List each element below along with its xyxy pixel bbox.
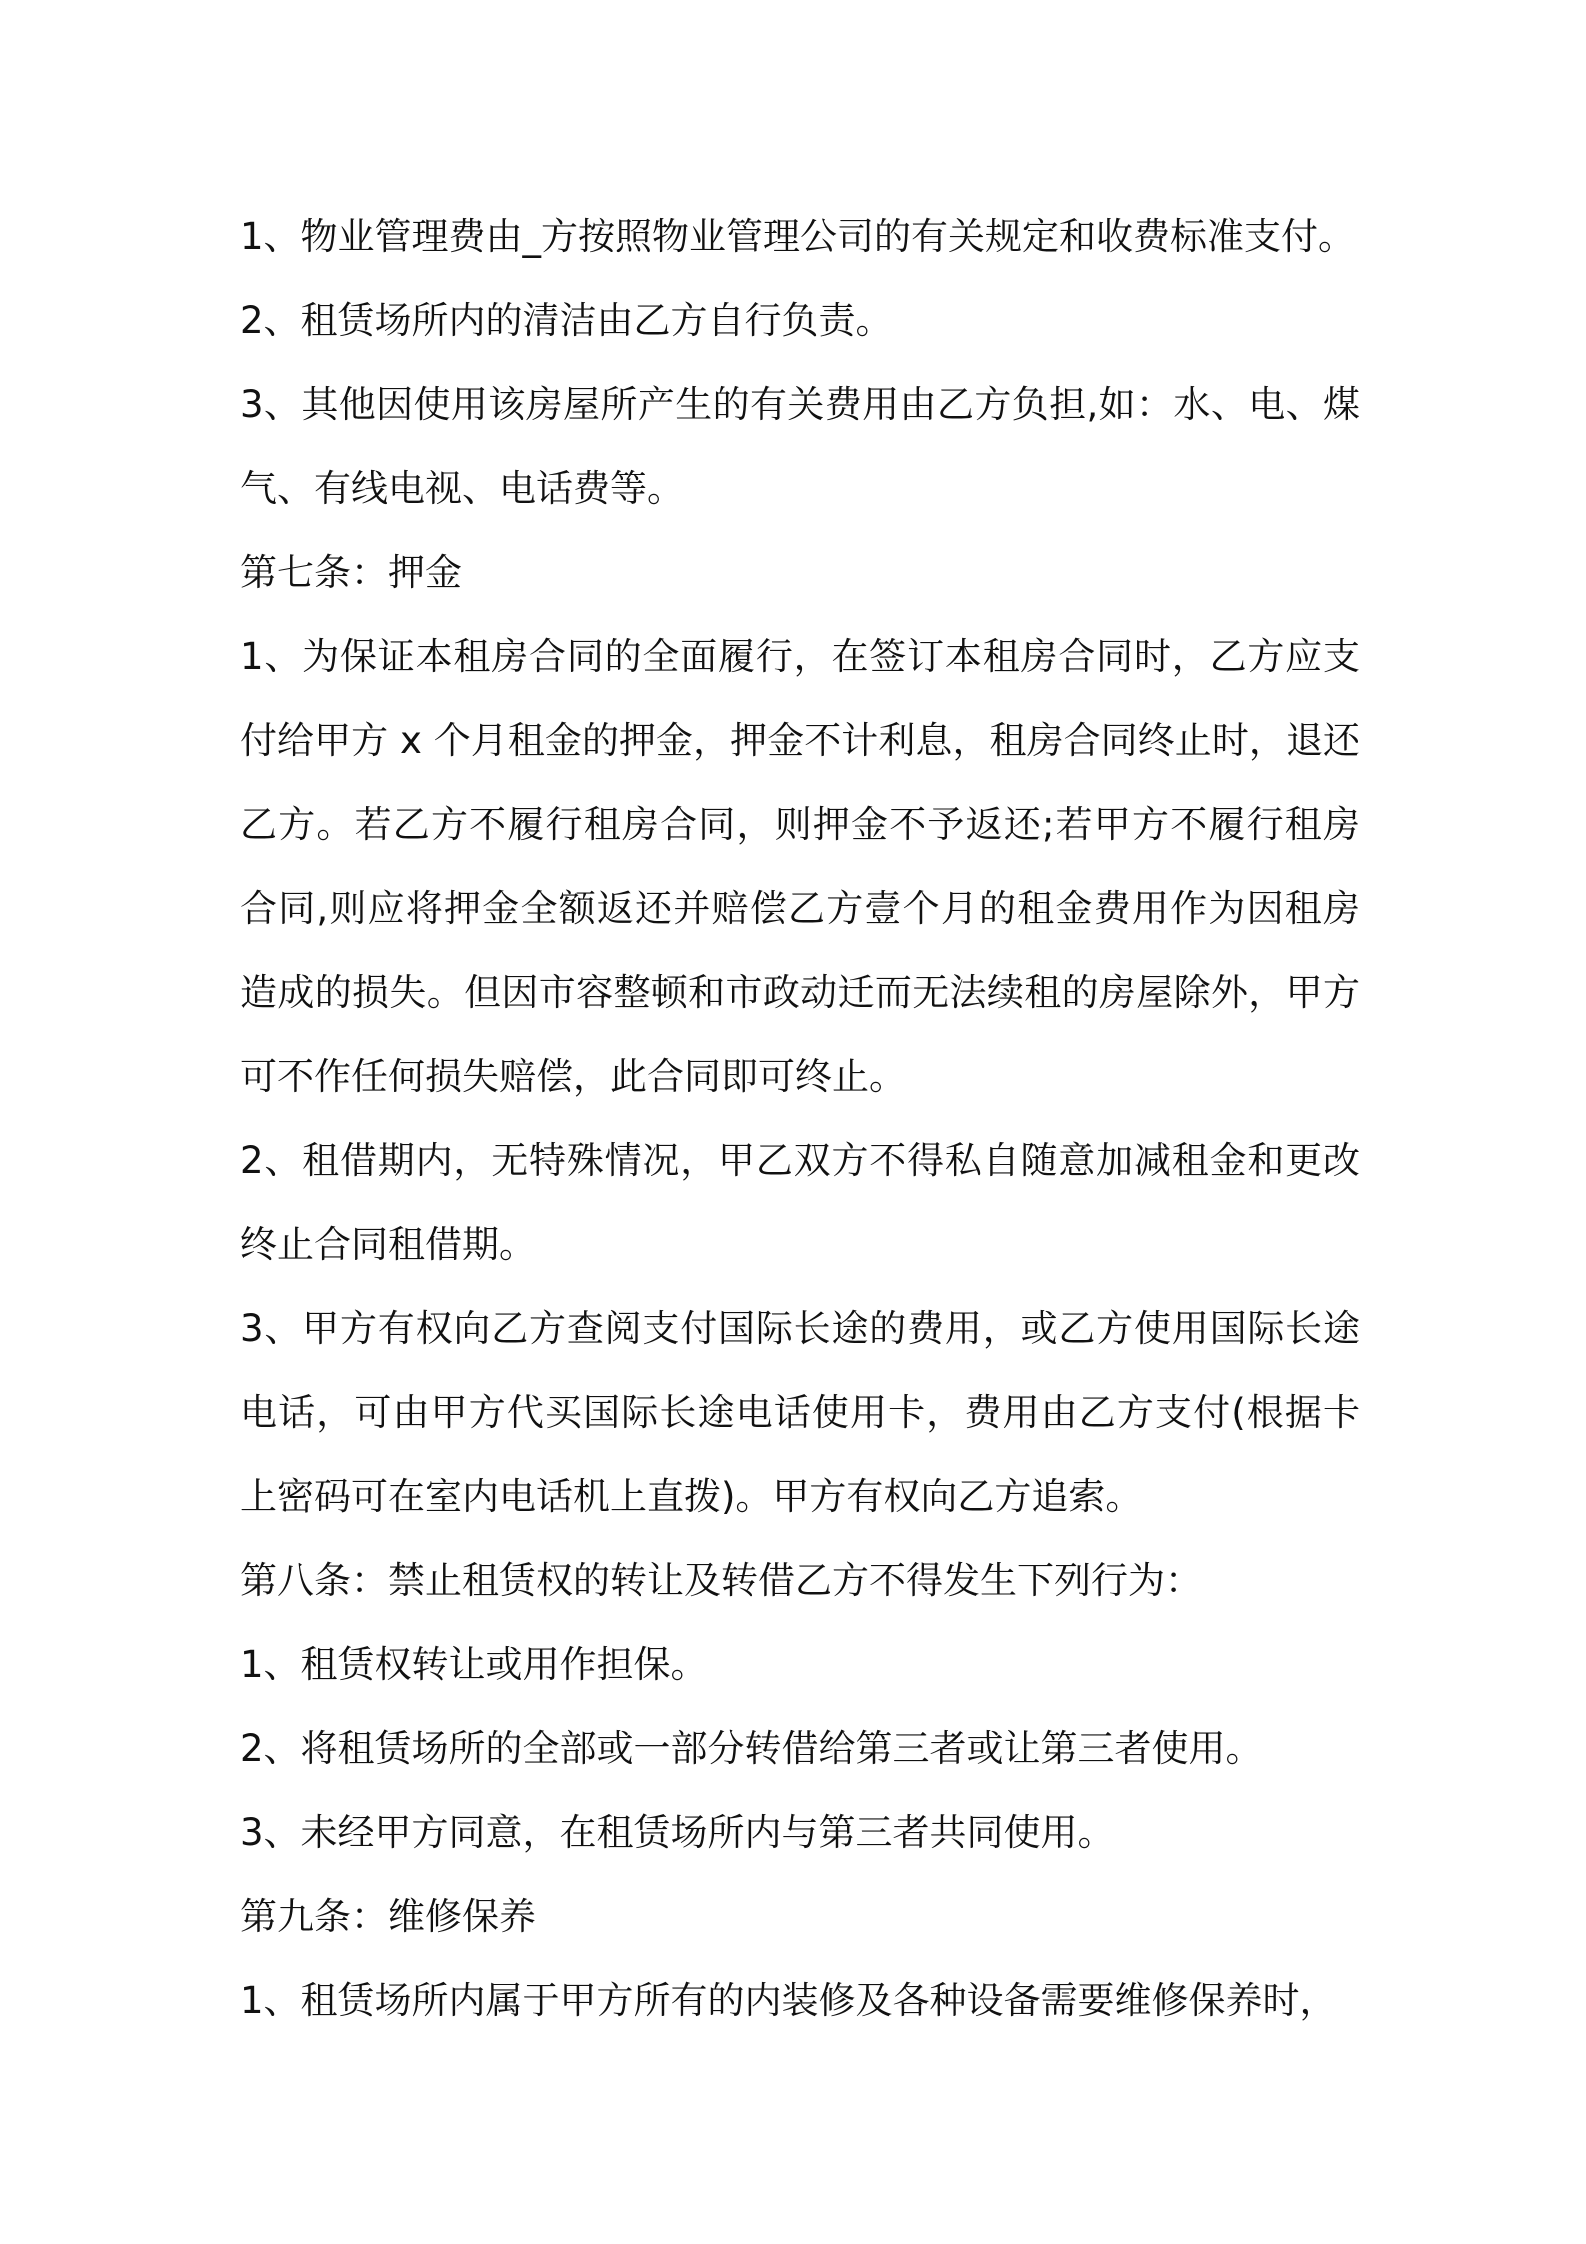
paragraph-no-sublet: 2、将租赁场所的全部或一部分转借给第三者或让第三者使用。 bbox=[240, 1727, 1263, 1770]
section-heading-transfer-prohibition: 第八条：禁止租赁权的转让及转借乙方不得发生下列行为： bbox=[240, 1559, 1202, 1602]
section-heading-maintenance: 第九条：维修保养 bbox=[240, 1895, 536, 1938]
paragraph-no-shared-use: 3、未经甲方同意，在租赁场所内与第三者共同使用。 bbox=[240, 1811, 1115, 1854]
paragraph-property-fee: 1、物业管理费由_方按照物业管理公司的有关规定和收费标准支付。 bbox=[240, 215, 1356, 258]
paragraph-no-assignment: 1、租赁权转让或用作担保。 bbox=[240, 1643, 708, 1686]
paragraph-cleaning: 2、租赁场所内的清洁由乙方自行负责。 bbox=[240, 299, 893, 342]
paragraph-rent-changes: 2、租借期内，无特殊情况，甲乙双方不得私自随意加减租金和更改终止合同租借期。 bbox=[240, 1139, 1360, 1266]
paragraph-maintenance: 1、租赁场所内属于甲方所有的内装修及各种设备需要维修保养时， bbox=[240, 1979, 1337, 2022]
paragraph-deposit-terms: 1、为保证本租房合同的全面履行，在签订本租房合同时，乙方应支付给甲方 x 个月租金的押金，押金不计利息，租房合同终止时，退还乙方。若乙方不履行租房合同，则押金不予返还;若甲方不履行租房合同,则应将押金全额返还并赔偿乙方壹个月的租金费用作为因租房造成的损失。但因市容整顿和市政动迁而无法续租的房屋除外，甲方可不作任何损失赔偿，此合同即可终止。 bbox=[240, 635, 1360, 1098]
paragraph-other-fees: 3、其他因使用该房屋所产生的有关费用由乙方负担,如：水、电、煤气、有线电视、电话费等。 bbox=[240, 383, 1360, 510]
paragraph-long-distance-fees: 3、甲方有权向乙方查阅支付国际长途的费用，或乙方使用国际长途电话，可由甲方代买国际长途电话使用卡，费用由乙方支付(根据卡上密码可在室内电话机上直拨)。甲方有权向乙方追索。 bbox=[240, 1307, 1360, 1518]
document-body bbox=[240, 195, 1360, 2043]
section-heading-deposit: 第七条：押金 bbox=[240, 551, 462, 594]
